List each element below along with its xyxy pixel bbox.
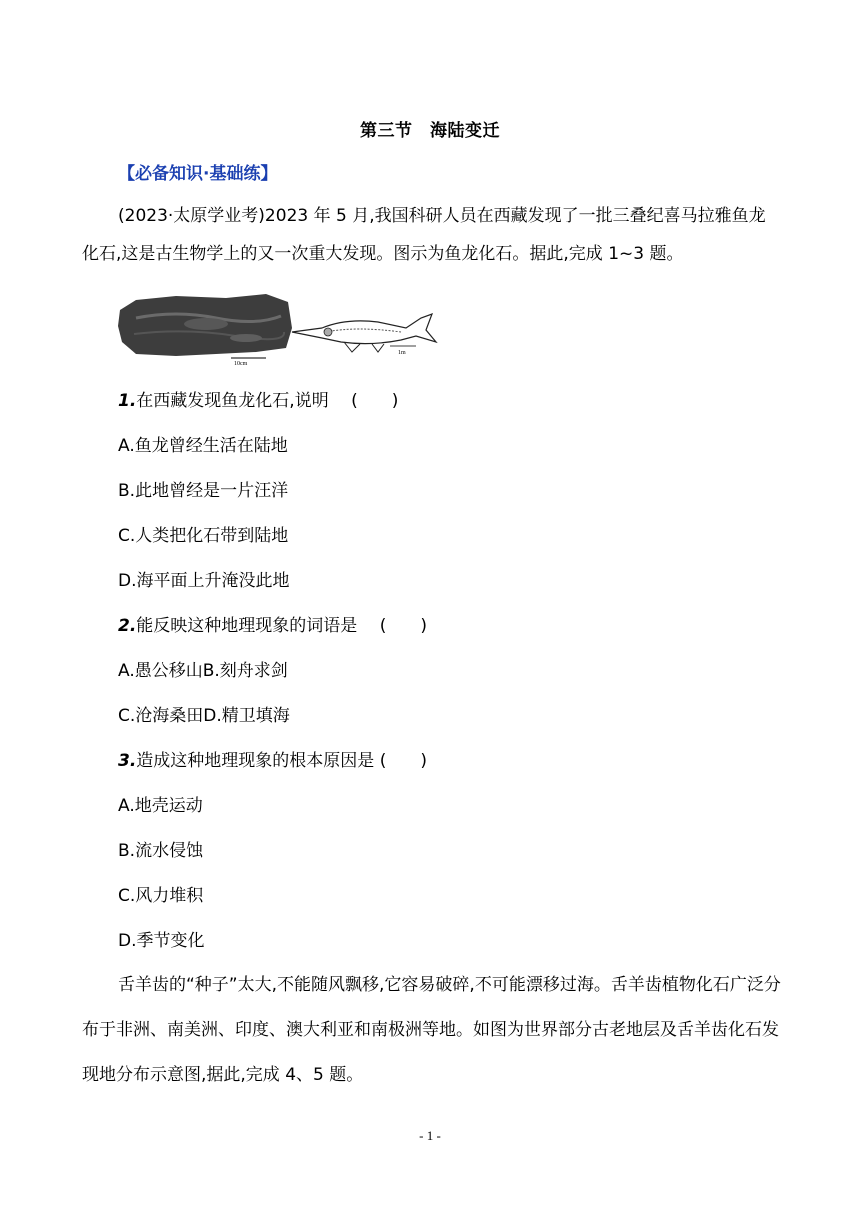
question-3-option-c: C.风力堆积 [118, 886, 204, 906]
question-3-option-a: A.地壳运动 [118, 796, 203, 816]
question-2: 2.能反映这种地理现象的词语是 ( ) [118, 616, 427, 636]
question-3-option-d: D.季节变化 [118, 931, 205, 951]
skeleton-drawing [292, 314, 436, 356]
fossil-photo [118, 294, 292, 367]
question-1-option-d: D.海平面上升淹没此地 [118, 571, 290, 591]
intro-paragraph [82, 197, 782, 273]
second-intro-paragraph [82, 963, 782, 1098]
question-3-option-b: B.流水侵蚀 [118, 841, 204, 861]
question-3: 3.造成这种地理现象的根本原因是 ( ) [118, 751, 427, 771]
scale-label-right: 1m [398, 350, 406, 356]
intro-text: (2023·太原学业考)2023 年 5 月,我国科研人员在西藏发现了一批三叠纪喜马拉雅鱼龙化石,这是古生物学上的又一次重大发现。图示为鱼龙化石。据此,完成 1~3 题。 [82, 206, 766, 264]
page-title: 第三节 海陆变迁 [360, 121, 500, 141]
question-1-option-b: B.此地曾经是一片汪洋 [118, 481, 289, 501]
question-2-options-ab: A.愚公移山B.刻舟求剑 [118, 661, 288, 681]
question-2-options-cd: C.沧海桑田D.精卫填海 [118, 706, 290, 726]
question-1: 1.在西藏发现鱼龙化石,说明 ( ) [118, 391, 399, 411]
scale-label-left: 10cm [234, 361, 248, 367]
ichthyosaur-fossil-figure [116, 288, 446, 368]
section-heading: 【必备知识·基础练】 [118, 164, 278, 184]
question-1-option-a: A.鱼龙曾经生活在陆地 [118, 436, 288, 456]
question-1-option-c: C.人类把化石带到陆地 [118, 526, 289, 546]
second-intro-text: 舌羊齿的“种子”太大,不能随风飘移,它容易破碎,不可能漂移过海。舌羊齿植物化石广泛分布于非洲、南美洲、印度、澳大利亚和南极洲等地。如图为世界部分古老地层及舌羊齿化石发现地分布示意图,据此,完成 4、5 题。 [82, 975, 781, 1085]
page-number: - 1 - [419, 1128, 441, 1143]
